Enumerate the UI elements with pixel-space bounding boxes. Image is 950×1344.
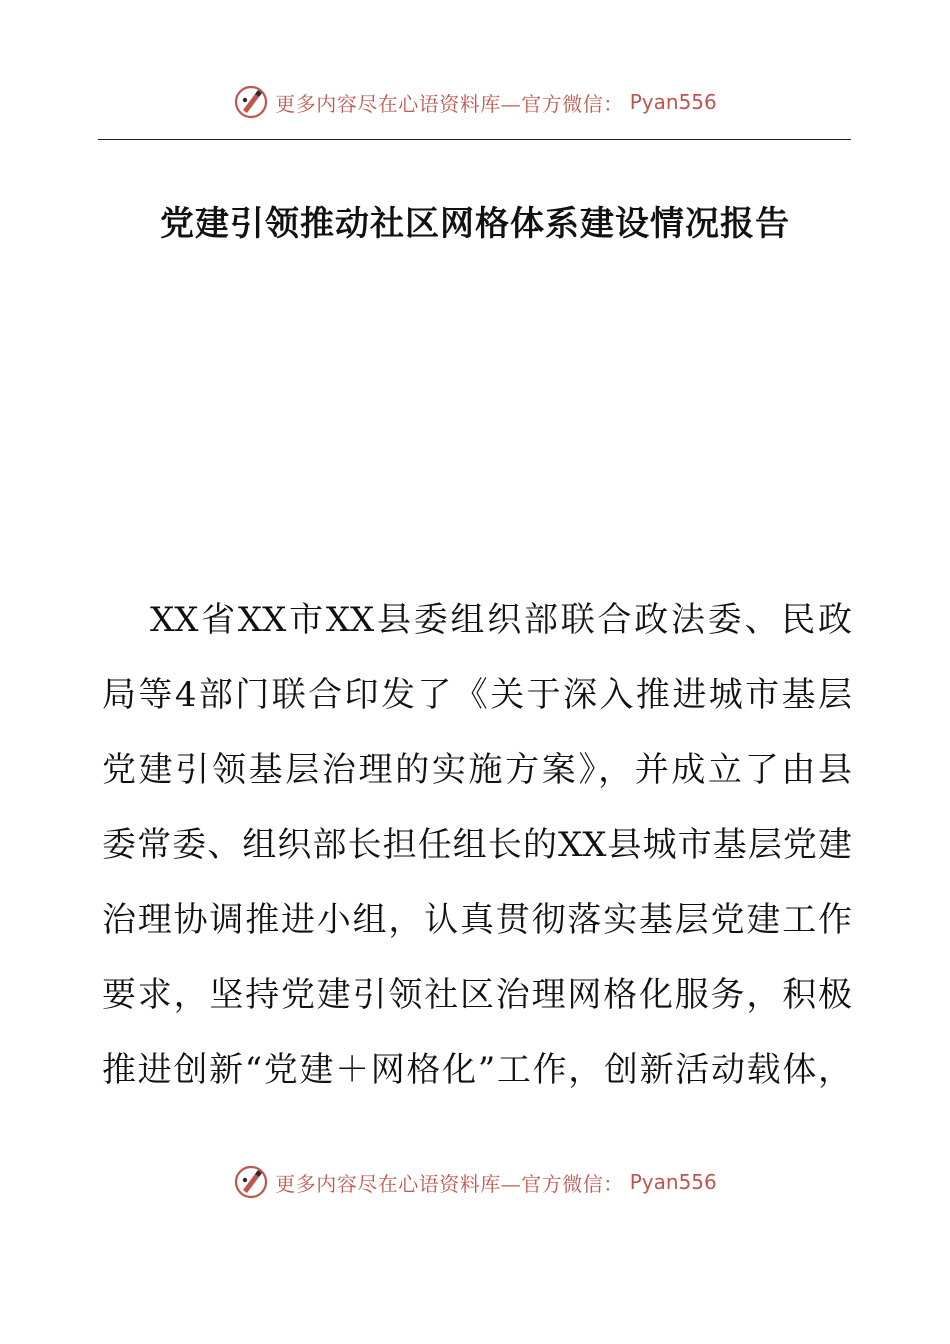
body-line: 要求，坚持党建引领社区治理网格化服务，积极 — [102, 975, 852, 1015]
footer-watermark — [0, 1162, 950, 1202]
watermark-wechat-id: Pyan556 — [629, 90, 717, 114]
document-body — [102, 590, 852, 1115]
body-line: 推进创新“党建＋网格化”工作，创新活动载体， — [102, 1050, 852, 1090]
watermark-text: 更多内容尽在心语资料库—官方微信： — [275, 91, 624, 116]
body-line: 局等4部门联合印发了《关于深入推进城市基层 — [102, 675, 852, 715]
document-title: 党建引领推动社区网格体系建设情况报告 — [160, 204, 790, 244]
header-divider — [98, 139, 851, 140]
pen-nib-logo-icon — [233, 1164, 269, 1200]
pen-nib-logo-icon — [233, 84, 269, 120]
header-watermark — [0, 82, 950, 122]
watermark-wechat-id: Pyan556 — [629, 1170, 717, 1194]
body-line: 党建引领基层治理的实施方案》，并成立了由县 — [102, 750, 852, 790]
watermark-text: 更多内容尽在心语资料库—官方微信： — [275, 1171, 624, 1196]
body-line: XX省XX市XX县委组织部联合政法委、民政 — [150, 600, 852, 640]
body-line: 委常委、组织部长担任组长的XX县城市基层党建 — [102, 825, 852, 865]
body-line: 治理协调推进小组，认真贯彻落实基层党建工作 — [102, 900, 852, 940]
